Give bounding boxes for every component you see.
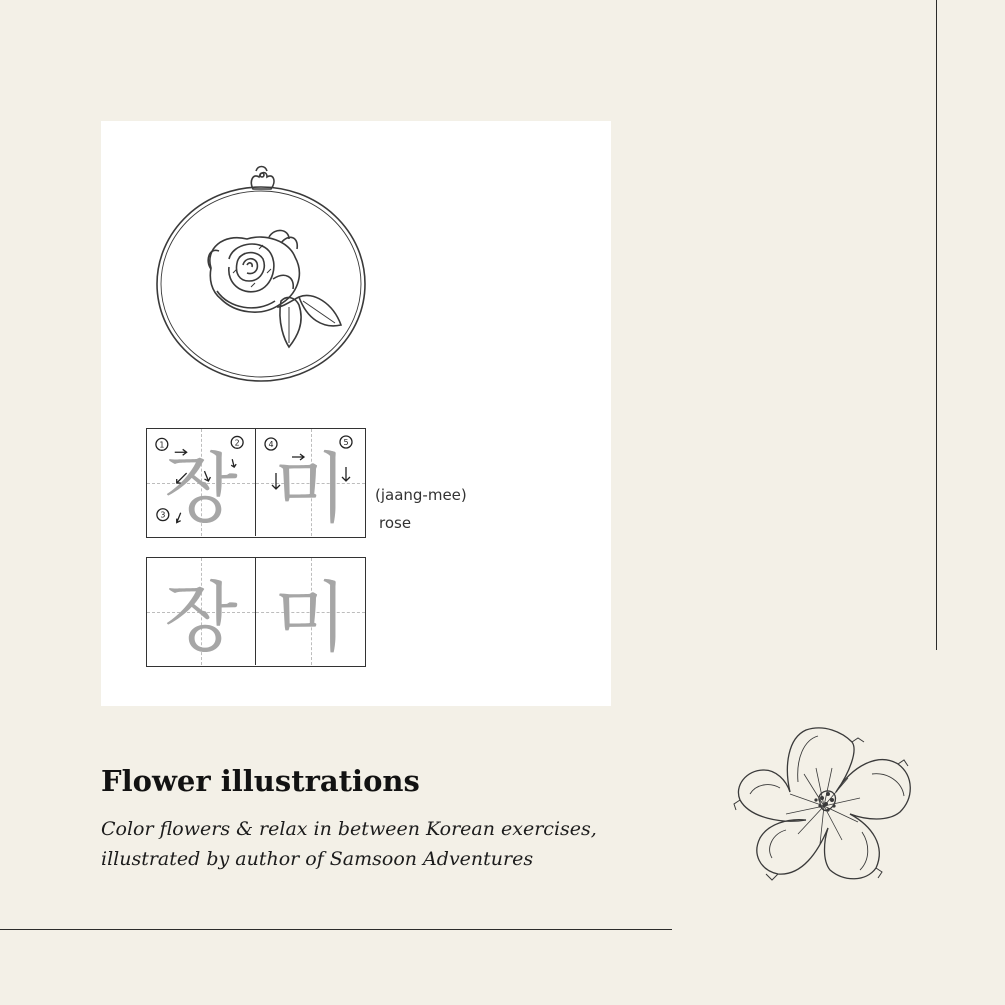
stroke-number-1: 1 xyxy=(159,440,165,450)
vertical-divider-line xyxy=(936,0,937,650)
stroke-number-2: 2 xyxy=(234,438,240,448)
stroke-number-4: 4 xyxy=(268,440,274,449)
practice-syllable-jang: 장 xyxy=(164,573,238,662)
grid-cell-mi xyxy=(256,429,365,536)
caption-subtitle-line-2: illustrated by author of Samsoon Adventures xyxy=(101,848,534,870)
stroke-number-5: 5 xyxy=(343,438,349,447)
stroke-number-3: 3 xyxy=(160,510,166,520)
stroke-order-marks-jang xyxy=(147,429,255,536)
practice-cell-mi xyxy=(256,558,365,665)
horizontal-divider-line xyxy=(0,929,672,930)
rose-frame-illustration xyxy=(149,141,374,391)
caption-subtitle-line-1: Color flowers & relax in between Korean exercises, xyxy=(101,818,597,840)
stroke-order-grid xyxy=(146,428,366,538)
syllable-mi-trace: 미 xyxy=(273,444,348,533)
romanization-label: (jaang-mee) xyxy=(375,486,467,504)
practice-syllable-mi: 미 xyxy=(273,573,348,662)
hibiscus-flower-icon xyxy=(732,722,922,887)
meaning-label: rose xyxy=(379,514,412,532)
stroke-order-marks-mi xyxy=(256,429,365,536)
syllable-jang-trace: 장 xyxy=(164,444,238,533)
practice-cell-jang xyxy=(147,558,256,665)
grid-cell-jang xyxy=(147,429,256,536)
caption-title: Flower illustrations xyxy=(101,764,420,798)
practice-grid xyxy=(146,557,366,667)
worksheet-card xyxy=(101,121,611,706)
